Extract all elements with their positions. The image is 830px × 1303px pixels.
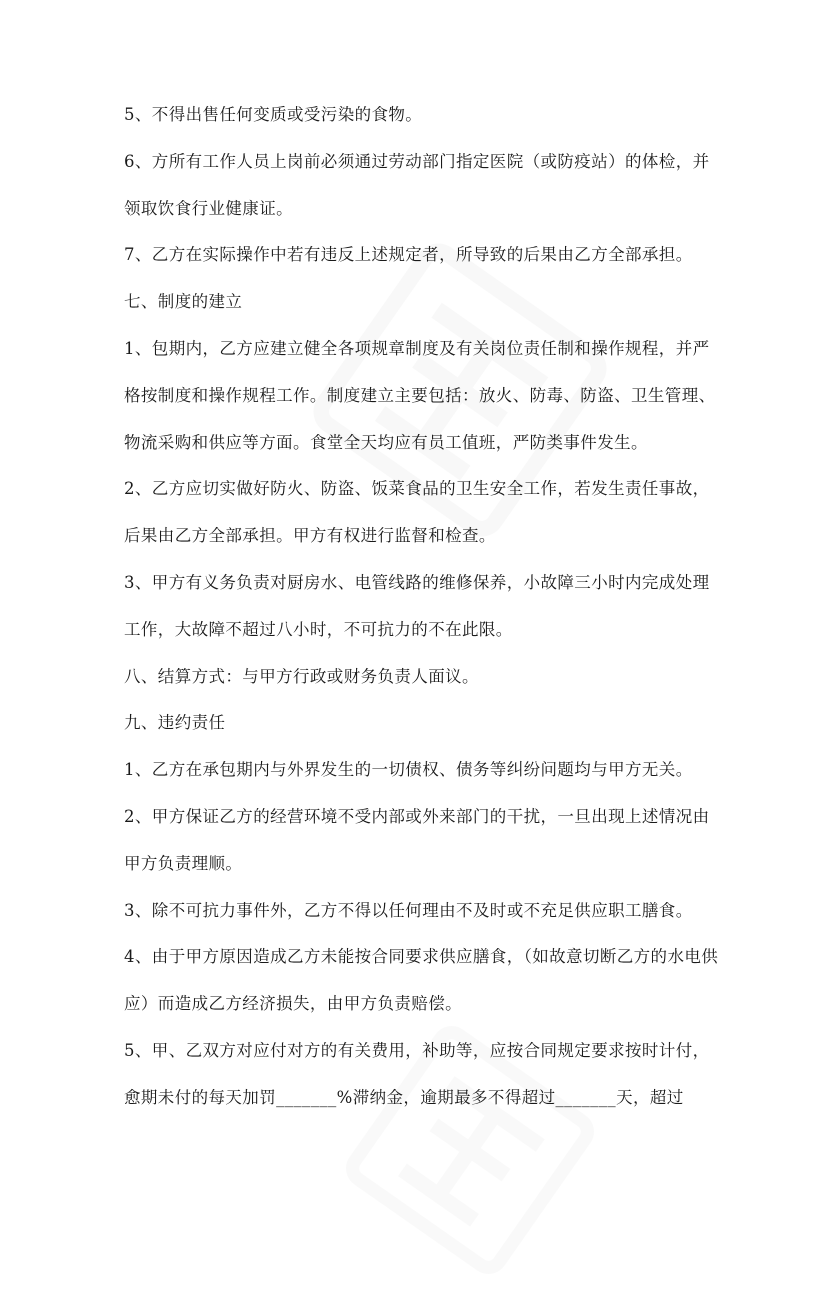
section-heading-7: 七、制度的建立 xyxy=(124,292,243,312)
line-rule-1-cont-a: 格按制度和操作规程工作。制度建立主要包括：放火、防毒、防盗、卫生管理、 xyxy=(124,385,716,405)
line-rule-1-cont-b: 物流采购和供应等方面。食堂全天均应有员工值班，严防类事件发生。 xyxy=(124,432,648,452)
line-breach-3: 3、除不可抗力事件外，乙方不得以任何理由不及时或不充足供应职工膳食。 xyxy=(124,900,693,920)
line-rule-2: 2、乙方应切实做好防火、防盗、饭菜食品的卫生安全工作，若发生责任事故， xyxy=(124,479,710,499)
line-item-7: 7、乙方在实际操作中若有违反上述规定者，所导致的后果由乙方全部承担。 xyxy=(124,245,693,265)
line-breach-1: 1、乙方在承包期内与外界发生的一切债权、债务等纠纷问题均与甲方无关。 xyxy=(124,760,693,780)
line-rule-1: 1、包期内，乙方应建立健全各项规章制度及有关岗位责任制和操作规程，并严 xyxy=(124,338,710,358)
line-breach-2-cont: 甲方负责理顺。 xyxy=(124,853,243,873)
line-breach-4: 4、由于甲方原因造成乙方未能按合同要求供应膳食，（如故意切断乙方的水电供 xyxy=(124,947,719,967)
line-item-6-cont: 领取饮食行业健康证。 xyxy=(124,198,293,218)
line-breach-2: 2、甲方保证乙方的经营环境不受内部或外来部门的干扰，一旦出现上述情况由 xyxy=(124,806,710,826)
line-rule-2-cont: 后果由乙方全部承担。甲方有权进行监督和检查。 xyxy=(124,526,496,546)
section-heading-9: 九、违约责任 xyxy=(124,713,226,733)
line-breach-4-cont: 应）而造成乙方经济损失，由甲方负责赔偿。 xyxy=(124,994,462,1014)
line-rule-3-cont: 工作，大故障不超过八小时，不可抗力的不在此限。 xyxy=(124,619,513,639)
line-rule-3: 3、甲方有义务负责对厨房水、电管线路的维修保养，小故障三小时内完成处理 xyxy=(124,572,710,592)
line-item-6: 6、方所有工作人员上岗前必须通过劳动部门指定医院（或防疫站）的体检，并 xyxy=(124,151,710,171)
section-heading-8: 八、结算方式：与甲方行政或财务负责人面议。 xyxy=(124,666,479,686)
line-item-5: 5、不得出售任何变质或受污染的食物。 xyxy=(124,105,423,124)
line-breach-5: 5、甲、乙双方对应付对方的有关费用，补助等，应按合同规定要求按时计付， xyxy=(124,1040,710,1060)
document-body xyxy=(124,105,724,1135)
line-breach-5-cont: 愈期未付的每天加罚_______%滞纳金，逾期最多不得超过_______天，超过 xyxy=(124,1087,684,1107)
